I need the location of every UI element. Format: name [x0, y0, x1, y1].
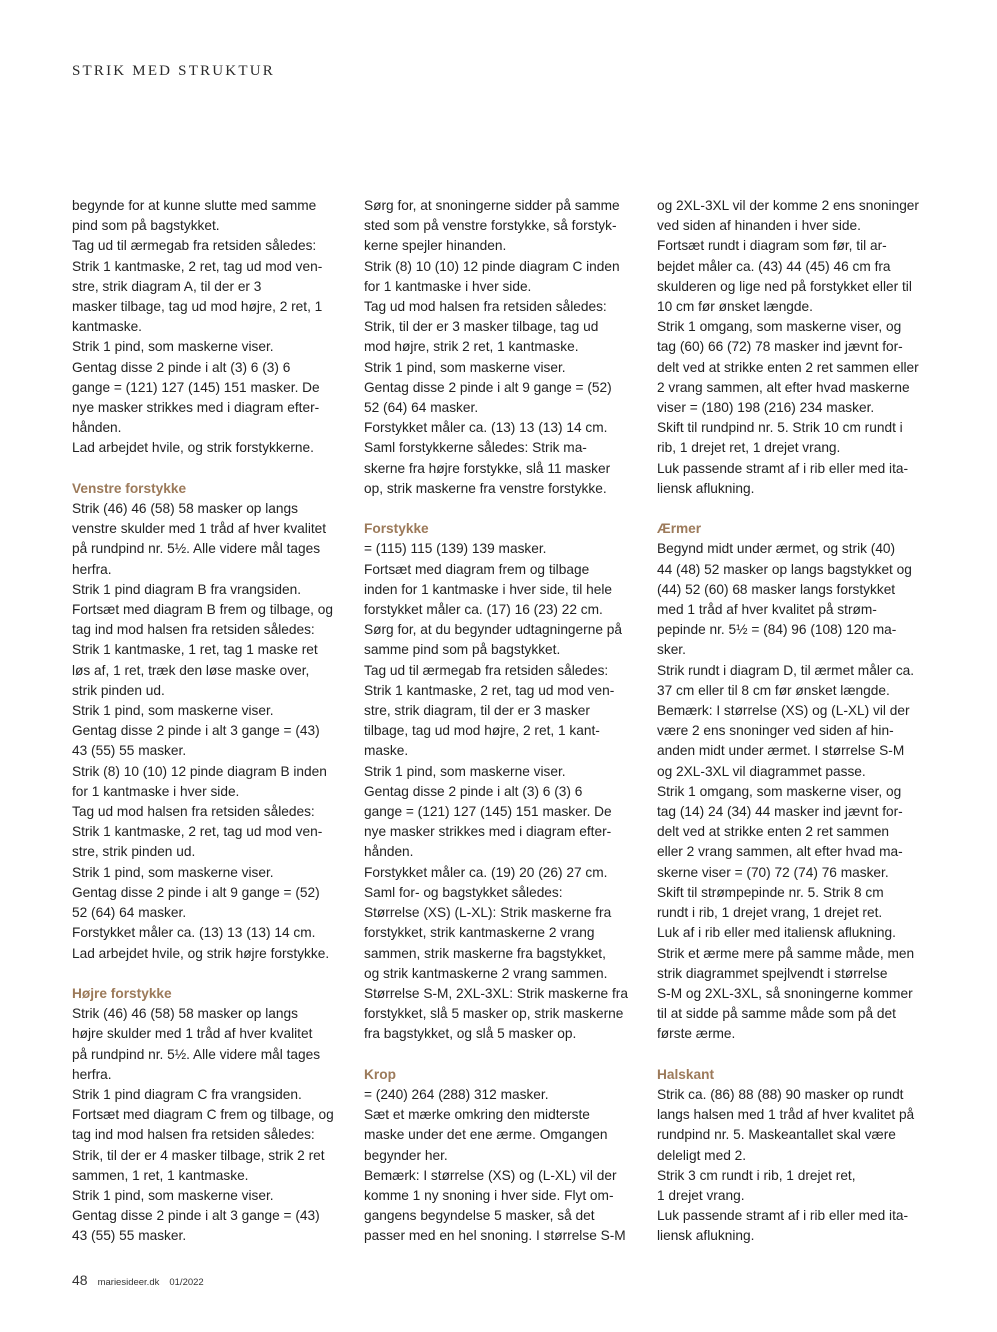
text-line: Luk passende stramt af i rib eller med ita-: [657, 1208, 909, 1224]
text-line: Luk passende stramt af i rib eller med ita-: [657, 460, 909, 476]
text-line: for 1 kantmaske i hver side.: [72, 783, 240, 799]
text-line: stre, strik diagram, til der er 3 masker: [364, 703, 590, 719]
text-line: inden for 1 kantmaske i hver side, til hele: [364, 581, 613, 597]
text-line: samme pind som på bagstykket.: [364, 642, 561, 658]
text-line: og 2XL-3XL vil diagrammet passe.: [657, 763, 866, 779]
text-line: rundpind nr. 5. Maskeantallet skal være: [657, 1127, 896, 1143]
text-line: Fortsæt med diagram B frem og tilbage, og: [72, 602, 333, 618]
text-line: mod højre, strik 2 ret, 1 kantmaske.: [364, 339, 579, 355]
text-line: skulderen og lige ned på forstykket eller til: [657, 278, 912, 294]
text-line: tilbage, tag ud mod højre, 2 ret, 1 kant-: [364, 723, 600, 739]
text-line: liensk aflukning.: [657, 480, 755, 496]
text-line: begynde for at kunne slutte med samme: [72, 198, 317, 213]
text-line: sted som på venstre forstykke, så forstyk-: [364, 218, 617, 234]
text-line: på rundpind nr. 5½. Alle videre mål tages: [72, 1046, 321, 1062]
text-line: delt ved at strikke enten 2 ret sammen eller: [657, 359, 919, 375]
text-line: Skift til strømpepinde nr. 5. Strik 8 cm: [657, 884, 884, 900]
section-heading: Venstre forstykke: [72, 480, 187, 496]
text-line: Fortsæt med diagram C frem og tilbage, og: [72, 1107, 334, 1123]
page-number: 48: [72, 1272, 88, 1288]
section-heading: Halskant: [657, 1066, 715, 1082]
text-line: masker tilbage, tag ud mod højre, 2 ret, 1: [72, 299, 323, 315]
text-line: 52 (64) 64 masker.: [72, 905, 187, 921]
text-line: Forstykket måler ca. (19) 20 (26) 27 cm.: [364, 864, 608, 880]
text-line: forstykket, strik kantmaskerne 2 vrang: [364, 925, 595, 941]
text-line: Strik, til der er 4 masker tilbage, strik 2 ret: [72, 1147, 325, 1163]
text-line: langs halsen med 1 tråd af hver kvalitet på: [657, 1107, 915, 1123]
text-line: S-M og 2XL-3XL, så snoningerne kommer: [657, 985, 913, 1001]
section-spacer: [657, 1045, 929, 1065]
text-line: hånden.: [72, 420, 122, 436]
text-line: Strik 1 kantmaske, 2 ret, tag ud mod ven-: [72, 824, 323, 840]
text-line: 43 (55) 55 masker.: [72, 743, 187, 759]
text-line: eller 2 vrang sammen, alt efter hvad ma-: [657, 844, 903, 860]
text-line: Strik (8) 10 (10) 12 pinde diagram C inden: [364, 258, 620, 274]
text-line: kerne spejler hinanden.: [364, 238, 507, 254]
text-line: Tag ud mod halsen fra retsiden således:: [364, 299, 607, 315]
text-line: Strik 1 pind diagram B fra vrangsiden.: [72, 581, 301, 597]
text-line: Gentag disse 2 pinde i alt 9 gange = (52): [364, 379, 612, 395]
text-line: for 1 kantmaske i hver side.: [364, 278, 532, 294]
text-line: herfra.: [72, 1066, 112, 1082]
text-line: Strik 1 pind, som maskerne viser.: [72, 703, 274, 719]
text-line: Fortsæt rundt i diagram som før, til ar-: [657, 238, 887, 254]
text-line: tag ind mod halsen fra retsiden således:: [72, 622, 315, 638]
section-spacer: [364, 499, 636, 519]
text-line: strik diagrammet spejlvendt i størrelse: [657, 965, 888, 981]
text-line: Strik, til der er 3 masker tilbage, tag ud: [364, 319, 599, 335]
text-line: Skift til rundpind nr. 5. Strik 10 cm rundt i: [657, 420, 903, 436]
text-line: Strik 1 pind, som maskerne viser.: [364, 763, 566, 779]
text-line: rib, 1 drejet ret, 1 drejet vrang.: [657, 440, 841, 456]
text-line: Lad arbejdet hvile, og strik forstykkerne.: [72, 440, 314, 456]
text-line: 1 drejet vrang.: [657, 1187, 745, 1203]
text-line: = (115) 115 (139) 139 masker.: [364, 541, 547, 557]
text-line: 2 vrang sammen, alt efter hvad maskerne: [657, 379, 910, 395]
text-line: sker.: [657, 642, 686, 658]
text-line: gange = (121) 127 (145) 151 masker. De: [364, 804, 612, 820]
text-line: 37 cm eller til 8 cm før ønsket længde.: [657, 682, 890, 698]
text-line: Gentag disse 2 pinde i alt 9 gange = (52): [72, 884, 320, 900]
text-line: Strik 1 omgang, som maskerne viser, og: [657, 319, 902, 335]
text-line: Luk af i rib eller med italiensk aflukning.: [657, 925, 896, 941]
text-line: Strik 1 pind, som maskerne viser.: [72, 339, 274, 355]
page-footer: [72, 1272, 204, 1288]
text-line: Gentag disse 2 pinde i alt 3 gange = (43): [72, 723, 320, 739]
text-line: kantmaske.: [72, 319, 142, 335]
section-heading: Højre forstykke: [72, 985, 172, 1001]
text-line: fra bagstykket, og slå 5 masker op.: [364, 1026, 577, 1042]
text-line: Størrelse S-M, 2XL-3XL: Strik maskerne fra: [364, 985, 628, 1001]
text-line: skerne viser = (70) 72 (74) 76 masker.: [657, 864, 889, 880]
text-line: pind som på bagstykket.: [72, 218, 220, 234]
text-line: pepinde nr. 5½ = (84) 96 (108) 120 ma-: [657, 622, 897, 638]
text-line: Fortsæt med diagram frem og tilbage: [364, 561, 590, 577]
text-line: Sæt et mærke omkring den midterste: [364, 1107, 590, 1123]
issue-number: 01/2022: [169, 1277, 204, 1288]
section-spacer: [72, 964, 344, 984]
text-line: gangens begyndelse 5 masker, så det: [364, 1208, 595, 1224]
text-line: løs af, 1 ret, træk den løse maske over,: [72, 662, 310, 678]
text-column-1: [72, 196, 344, 1247]
text-line: Forstykket måler ca. (13) 13 (13) 14 cm.: [364, 420, 608, 436]
text-line: nye masker strikkes med i diagram efter-: [72, 400, 320, 416]
text-line: Strik 1 pind diagram C fra vrangsiden.: [72, 1086, 302, 1102]
text-line: passer med en hel snoning. I størrelse S-M: [364, 1228, 626, 1244]
text-line: Bemærk: I størrelse (XS) og (L-XL) vil der: [364, 1167, 617, 1183]
text-line: liensk aflukning.: [657, 1228, 755, 1244]
text-line: deleligt med 2.: [657, 1147, 747, 1163]
text-line: Gentag disse 2 pinde i alt (3) 6 (3) 6: [364, 783, 583, 799]
text-line: Strik et ærme mere på samme måde, men: [657, 945, 915, 961]
text-line: tag (14) 24 (34) 44 masker ind jævnt for-: [657, 804, 903, 820]
section-spacer: [657, 499, 929, 519]
text-line: højre skulder med 1 tråd af hver kvalitet: [72, 1026, 313, 1042]
text-line: Størrelse (XS) (L-XL): Strik maskerne fra: [364, 905, 612, 921]
text-line: forstykket måler ca. (17) 16 (23) 22 cm.: [364, 602, 603, 618]
text-line: tag (60) 66 (72) 78 masker ind jævnt for-: [657, 339, 903, 355]
text-line: Strik 3 cm rundt i rib, 1 drejet ret,: [657, 1167, 856, 1183]
text-line: gange = (121) 127 (145) 151 masker. De: [72, 379, 320, 395]
text-line: sammen, strik maskerne fra bagstykket,: [364, 945, 606, 961]
text-line: maske.: [364, 743, 409, 759]
section-spacer: [364, 1045, 636, 1065]
text-line: Strik (8) 10 (10) 12 pinde diagram B inden: [72, 763, 327, 779]
section-heading: Ærmer: [657, 521, 702, 537]
text-line: være 2 ens snoninger ved siden af hin-: [657, 723, 894, 739]
text-line: stre, strik diagram A, til der er 3: [72, 278, 262, 294]
text-line: Sørg for, at snoningerne sidder på samme: [364, 198, 620, 213]
text-line: anden midt under ærmet. I størrelse S-M: [657, 743, 905, 759]
text-line: Tag ud mod halsen fra retsiden således:: [72, 804, 315, 820]
text-line: Begynd midt under ærmet, og strik (40): [657, 541, 896, 557]
text-line: Strik 1 pind, som maskerne viser.: [72, 864, 274, 880]
text-line: Tag ud til ærmegab fra retsiden således:: [72, 238, 317, 254]
text-line: ved siden af hinanden i hver side.: [657, 218, 861, 234]
text-line: og 2XL-3XL vil der komme 2 ens snoninger: [657, 198, 919, 213]
text-line: 10 cm før ønsket længde.: [657, 299, 813, 315]
text-line: 43 (55) 55 masker.: [72, 1228, 187, 1244]
text-line: bejdet måler ca. (43) 44 (45) 46 cm fra: [657, 258, 891, 274]
text-line: 52 (64) 64 masker.: [364, 400, 479, 416]
text-line: Sørg for, at du begynder udtagningerne på: [364, 622, 622, 638]
text-line: til at sidde på samme måde som på det: [657, 1006, 896, 1022]
text-line: venstre skulder med 1 tråd af hver kvalitet: [72, 521, 327, 537]
text-line: Saml forstykkerne således: Strik ma-: [364, 440, 587, 456]
text-line: Tag ud til ærmegab fra retsiden således:: [364, 662, 609, 678]
text-line: rundt i rib, 1 drejet vrang, 1 drejet ret.: [657, 905, 883, 921]
text-line: tag ind mod halsen fra retsiden således:: [72, 1127, 315, 1143]
text-line: Strik 1 kantmaske, 2 ret, tag ud mod ven-: [364, 682, 615, 698]
text-line: hånden.: [364, 844, 414, 860]
text-line: Strik rundt i diagram D, til ærmet måler ca.: [657, 662, 915, 678]
text-line: op, strik maskerne fra venstre forstykke.: [364, 480, 607, 496]
text-line: Strik ca. (86) 88 (88) 90 masker op rundt: [657, 1086, 904, 1102]
text-line: Strik 1 kantmaske, 1 ret, tag 1 maske ret: [72, 642, 318, 658]
text-line: Saml for- og bagstykket således:: [364, 884, 563, 900]
text-column-2: [364, 196, 636, 1247]
text-line: (44) 52 (60) 68 masker langs forstykket: [657, 581, 896, 597]
text-line: Strik 1 kantmaske, 2 ret, tag ud mod ven-: [72, 258, 323, 274]
text-line: Lad arbejdet hvile, og strik højre forstykke.: [72, 945, 330, 961]
text-line: Bemærk: I størrelse (XS) og (L-XL) vil der: [657, 703, 910, 719]
text-line: herfra.: [72, 561, 112, 577]
text-line: første ærme.: [657, 1026, 736, 1042]
text-line: begynder her.: [364, 1147, 448, 1163]
text-line: Forstykket måler ca. (13) 13 (13) 14 cm.: [72, 925, 316, 941]
text-line: 44 (48) 52 masker op langs bagstykket og: [657, 561, 912, 577]
section-spacer: [72, 459, 344, 479]
section-heading: Forstykke: [364, 521, 429, 537]
text-line: Strik (46) 46 (58) 58 masker op langs: [72, 1006, 298, 1022]
text-line: maske under det ene ærme. Omgangen: [364, 1127, 608, 1143]
text-line: komme 1 ny snoning i hver side. Flyt om-: [364, 1187, 614, 1203]
text-line: på rundpind nr. 5½. Alle videre mål tages: [72, 541, 321, 557]
text-line: Strik 1 pind, som maskerne viser.: [364, 359, 566, 375]
text-line: viser = (180) 198 (216) 234 masker.: [657, 400, 875, 416]
text-line: Strik (46) 46 (58) 58 masker op langs: [72, 501, 298, 517]
text-line: skerne fra højre forstykke, slå 11 masker: [364, 460, 611, 476]
text-line: med 1 tråd af hver kvalitet på strøm-: [657, 602, 877, 618]
text-line: stre, strik pinden ud.: [72, 844, 196, 860]
text-line: Gentag disse 2 pinde i alt (3) 6 (3) 6: [72, 359, 291, 375]
text-line: Gentag disse 2 pinde i alt 3 gange = (43): [72, 1208, 320, 1224]
section-heading: Krop: [364, 1066, 396, 1082]
text-line: = (240) 264 (288) 312 masker.: [364, 1086, 549, 1102]
text-line: og strik kantmaskerne 2 vrang sammen.: [364, 965, 608, 981]
text-line: sammen, 1 ret, 1 kantmaske.: [72, 1167, 249, 1183]
text-line: forstykket, slå 5 masker op, strik maskerne: [364, 1006, 624, 1022]
text-line: delt ved at strikke enten 2 ret sammen: [657, 824, 890, 840]
running-head: STRIK MED STRUKTUR: [72, 63, 275, 79]
text-column-3: [657, 196, 929, 1247]
text-line: Strik 1 pind, som maskerne viser.: [72, 1187, 274, 1203]
text-line: Strik 1 omgang, som maskerne viser, og: [657, 783, 902, 799]
text-line: nye masker strikkes med i diagram efter-: [364, 824, 612, 840]
text-line: strik pinden ud.: [72, 682, 165, 698]
site-name: mariesideer.dk: [97, 1277, 160, 1288]
